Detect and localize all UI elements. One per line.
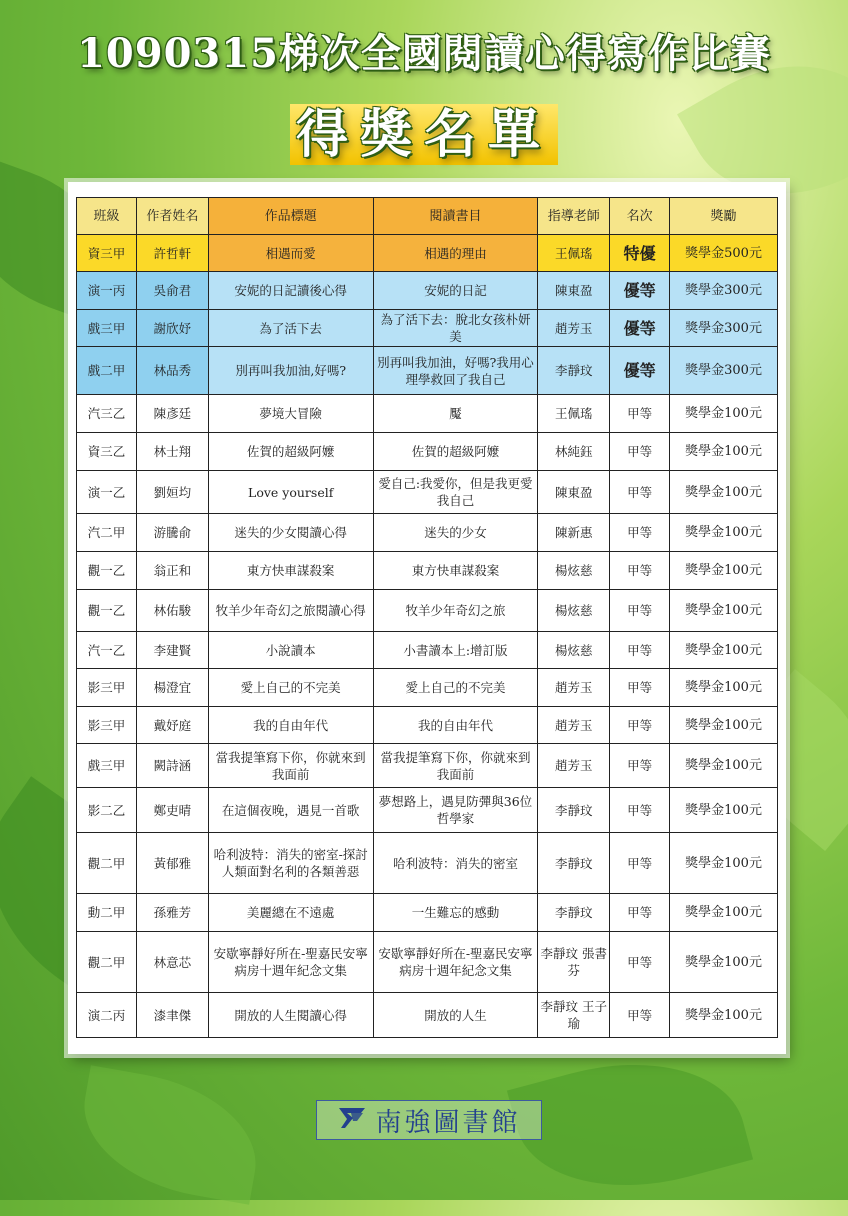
results-panel bbox=[68, 182, 786, 1054]
cell-work: 愛上自己的不完美 bbox=[208, 669, 373, 707]
cell-rank: 甲等 bbox=[610, 833, 670, 894]
cell-teacher: 楊炫慈 bbox=[538, 590, 610, 632]
cell-award: 獎學金100元 bbox=[670, 833, 778, 894]
cell-award: 獎學金100元 bbox=[670, 669, 778, 707]
subtitle-text: 得獎名單 bbox=[290, 104, 558, 165]
cell-award: 獎學金300元 bbox=[670, 272, 778, 310]
cell-teacher: 趙芳玉 bbox=[538, 707, 610, 744]
cell-award: 獎學金100元 bbox=[670, 514, 778, 552]
cell-rank: 甲等 bbox=[610, 744, 670, 788]
cell-teacher: 李靜玟 bbox=[538, 833, 610, 894]
header-work-title: 作品標題 bbox=[208, 198, 373, 235]
cell-rank: 甲等 bbox=[610, 632, 670, 669]
library-footer bbox=[316, 1100, 542, 1140]
cell-book: 迷失的少女 bbox=[373, 514, 538, 552]
cell-rank: 甲等 bbox=[610, 395, 670, 433]
cell-teacher: 趙芳玉 bbox=[538, 669, 610, 707]
cell-author: 林佑駿 bbox=[136, 590, 208, 632]
cell-class: 汽二甲 bbox=[77, 514, 137, 552]
table-row bbox=[77, 433, 778, 471]
table-row bbox=[77, 272, 778, 310]
cell-book: 小書讀本上:增訂版 bbox=[373, 632, 538, 669]
cell-teacher: 趙芳玉 bbox=[538, 744, 610, 788]
cell-work: 安歇寧靜好所在-聖嘉民安寧病房十週年紀念文集 bbox=[208, 932, 373, 993]
cell-work: 為了活下去 bbox=[208, 310, 373, 347]
cell-work: 我的自由年代 bbox=[208, 707, 373, 744]
cell-award: 獎學金100元 bbox=[670, 894, 778, 932]
results-table bbox=[76, 197, 778, 1038]
cell-rank: 甲等 bbox=[610, 471, 670, 514]
cell-work: 夢境大冒險 bbox=[208, 395, 373, 433]
table-row bbox=[77, 347, 778, 395]
cell-book: 當我提筆寫下你，你就來到我面前 bbox=[373, 744, 538, 788]
cell-award: 獎學金100元 bbox=[670, 788, 778, 833]
cell-class: 資三甲 bbox=[77, 235, 137, 272]
cell-class: 觀一乙 bbox=[77, 590, 137, 632]
cell-work: 當我提筆寫下你，你就來到我面前 bbox=[208, 744, 373, 788]
cell-class: 觀二甲 bbox=[77, 932, 137, 993]
cell-class: 觀二甲 bbox=[77, 833, 137, 894]
cell-author: 林士翔 bbox=[136, 433, 208, 471]
table-row bbox=[77, 514, 778, 552]
cell-class: 戲三甲 bbox=[77, 744, 137, 788]
cell-rank: 甲等 bbox=[610, 590, 670, 632]
header-award: 獎勵 bbox=[670, 198, 778, 235]
cell-class: 演一丙 bbox=[77, 272, 137, 310]
cell-work: 牧羊少年奇幻之旅閱讀心得 bbox=[208, 590, 373, 632]
cell-award: 獎學金300元 bbox=[670, 310, 778, 347]
cell-award: 獎學金100元 bbox=[670, 552, 778, 590]
cell-work: 佐賀的超級阿嬤 bbox=[208, 433, 373, 471]
cell-author: 林意芯 bbox=[136, 932, 208, 993]
cell-teacher: 楊炫慈 bbox=[538, 632, 610, 669]
cell-work: 迷失的少女閱讀心得 bbox=[208, 514, 373, 552]
cell-award: 獎學金100元 bbox=[670, 433, 778, 471]
cell-work: 安妮的日記讀後心得 bbox=[208, 272, 373, 310]
cell-author: 劉姮均 bbox=[136, 471, 208, 514]
cell-work: 別再叫我加油,好嗎? bbox=[208, 347, 373, 395]
cell-book: 夢想路上，遇見防彈與36位哲學家 bbox=[373, 788, 538, 833]
cell-author: 孫雅芳 bbox=[136, 894, 208, 932]
library-name: 南強圖書館 bbox=[375, 1107, 521, 1138]
cell-author: 戴妤庭 bbox=[136, 707, 208, 744]
table-row bbox=[77, 590, 778, 632]
table-row bbox=[77, 471, 778, 514]
cell-book: 魘 bbox=[373, 395, 538, 433]
cell-book: 哈利波特：消失的密室 bbox=[373, 833, 538, 894]
cell-author: 鄭吏晴 bbox=[136, 788, 208, 833]
header-author: 作者姓名 bbox=[136, 198, 208, 235]
cell-work: 小說讀本 bbox=[208, 632, 373, 669]
table-row bbox=[77, 744, 778, 788]
cell-book: 愛自己:我愛你，但是我更愛我自己 bbox=[373, 471, 538, 514]
cell-award: 獎學金100元 bbox=[670, 471, 778, 514]
table-row bbox=[77, 310, 778, 347]
cell-rank: 甲等 bbox=[610, 788, 670, 833]
table-row bbox=[77, 552, 778, 590]
cell-book: 開放的人生 bbox=[373, 993, 538, 1038]
cell-author: 黃郁雅 bbox=[136, 833, 208, 894]
cell-author: 謝欣妤 bbox=[136, 310, 208, 347]
table-row bbox=[77, 894, 778, 932]
cell-rank: 特優 bbox=[610, 235, 670, 272]
cell-author: 陳彥廷 bbox=[136, 395, 208, 433]
header-class: 班級 bbox=[77, 198, 137, 235]
cell-rank: 甲等 bbox=[610, 514, 670, 552]
cell-author: 漆聿傑 bbox=[136, 993, 208, 1038]
cell-teacher: 李靜玟 王子瑜 bbox=[538, 993, 610, 1038]
table-row bbox=[77, 632, 778, 669]
page-subtitle bbox=[0, 92, 848, 167]
cell-class: 影三甲 bbox=[77, 669, 137, 707]
cell-rank: 甲等 bbox=[610, 894, 670, 932]
cell-book: 一生難忘的感動 bbox=[373, 894, 538, 932]
cell-award: 獎學金500元 bbox=[670, 235, 778, 272]
cell-teacher: 楊炫慈 bbox=[538, 552, 610, 590]
table-row bbox=[77, 788, 778, 833]
table-header-row bbox=[77, 198, 778, 235]
school-logo-icon bbox=[337, 1105, 367, 1135]
cell-book: 牧羊少年奇幻之旅 bbox=[373, 590, 538, 632]
cell-work: 美麗總在不遠處 bbox=[208, 894, 373, 932]
cell-book: 愛上自己的不完美 bbox=[373, 669, 538, 707]
decor-leaf bbox=[507, 1034, 753, 1216]
cell-class: 汽三乙 bbox=[77, 395, 137, 433]
cell-work: 哈利波特：消失的密室-探討人類面對名利的各類善惡 bbox=[208, 833, 373, 894]
cell-author: 翁正和 bbox=[136, 552, 208, 590]
cell-award: 獎學金100元 bbox=[670, 993, 778, 1038]
cell-class: 觀一乙 bbox=[77, 552, 137, 590]
cell-author: 吳俞君 bbox=[136, 272, 208, 310]
cell-rank: 甲等 bbox=[610, 669, 670, 707]
cell-book: 東方快車謀殺案 bbox=[373, 552, 538, 590]
cell-teacher: 趙芳玉 bbox=[538, 310, 610, 347]
cell-class: 汽一乙 bbox=[77, 632, 137, 669]
cell-book: 我的自由年代 bbox=[373, 707, 538, 744]
cell-teacher: 王佩瑤 bbox=[538, 235, 610, 272]
cell-award: 獎學金100元 bbox=[670, 395, 778, 433]
cell-class: 戲三甲 bbox=[77, 310, 137, 347]
header-book: 閱讀書目 bbox=[373, 198, 538, 235]
cell-author: 闕詩涵 bbox=[136, 744, 208, 788]
cell-teacher: 李靜玟 bbox=[538, 894, 610, 932]
cell-teacher: 林純鈺 bbox=[538, 433, 610, 471]
table-row bbox=[77, 993, 778, 1038]
cell-teacher: 李靜玟 bbox=[538, 788, 610, 833]
cell-class: 動二甲 bbox=[77, 894, 137, 932]
cell-book: 別再叫我加油，好嗎?我用心理學救回了我自己 bbox=[373, 347, 538, 395]
cell-class: 戲二甲 bbox=[77, 347, 137, 395]
page-title: 1090315梯次全國閱讀心得寫作比賽 bbox=[77, 30, 771, 77]
cell-author: 游騰俞 bbox=[136, 514, 208, 552]
cell-teacher: 陳東盈 bbox=[538, 272, 610, 310]
cell-rank: 優等 bbox=[610, 272, 670, 310]
cell-class: 演二丙 bbox=[77, 993, 137, 1038]
cell-rank: 甲等 bbox=[610, 433, 670, 471]
cell-rank: 優等 bbox=[610, 347, 670, 395]
cell-book: 相遇的理由 bbox=[373, 235, 538, 272]
cell-rank: 甲等 bbox=[610, 552, 670, 590]
cell-teacher: 陳新惠 bbox=[538, 514, 610, 552]
cell-work: 東方快車謀殺案 bbox=[208, 552, 373, 590]
table-row bbox=[77, 669, 778, 707]
cell-award: 獎學金100元 bbox=[670, 632, 778, 669]
cell-class: 影二乙 bbox=[77, 788, 137, 833]
cell-work: 在這個夜晚，遇見一首歌 bbox=[208, 788, 373, 833]
table-row bbox=[77, 833, 778, 894]
cell-class: 資三乙 bbox=[77, 433, 137, 471]
cell-teacher: 李靜玟 bbox=[538, 347, 610, 395]
cell-class: 演一乙 bbox=[77, 471, 137, 514]
cell-award: 獎學金100元 bbox=[670, 590, 778, 632]
cell-award: 獎學金300元 bbox=[670, 347, 778, 395]
cell-author: 許哲軒 bbox=[136, 235, 208, 272]
cell-author: 楊澄宜 bbox=[136, 669, 208, 707]
cell-rank: 甲等 bbox=[610, 993, 670, 1038]
cell-class: 影三甲 bbox=[77, 707, 137, 744]
cell-book: 佐賀的超級阿嬤 bbox=[373, 433, 538, 471]
cell-award: 獎學金100元 bbox=[670, 707, 778, 744]
cell-rank: 甲等 bbox=[610, 707, 670, 744]
table-row bbox=[77, 932, 778, 993]
header-teacher: 指導老師 bbox=[538, 198, 610, 235]
decor-leaf bbox=[72, 1065, 268, 1205]
cell-book: 為了活下去：脫北女孩朴妍美 bbox=[373, 310, 538, 347]
cell-book: 安妮的日記 bbox=[373, 272, 538, 310]
cell-work: 開放的人生閱讀心得 bbox=[208, 993, 373, 1038]
table-row bbox=[77, 235, 778, 272]
table-row bbox=[77, 707, 778, 744]
cell-author: 林品秀 bbox=[136, 347, 208, 395]
cell-author: 李建賢 bbox=[136, 632, 208, 669]
cell-work: 相遇而愛 bbox=[208, 235, 373, 272]
cell-award: 獎學金100元 bbox=[670, 744, 778, 788]
cell-work: Love yourself bbox=[208, 471, 373, 514]
cell-teacher: 陳東盈 bbox=[538, 471, 610, 514]
cell-rank: 優等 bbox=[610, 310, 670, 347]
cell-award: 獎學金100元 bbox=[670, 932, 778, 993]
cell-rank: 甲等 bbox=[610, 932, 670, 993]
cell-teacher: 李靜玟 張書芬 bbox=[538, 932, 610, 993]
cell-teacher: 王佩瑤 bbox=[538, 395, 610, 433]
table-row bbox=[77, 395, 778, 433]
cell-book: 安歇寧靜好所在-聖嘉民安寧病房十週年紀念文集 bbox=[373, 932, 538, 993]
header-rank: 名次 bbox=[610, 198, 670, 235]
